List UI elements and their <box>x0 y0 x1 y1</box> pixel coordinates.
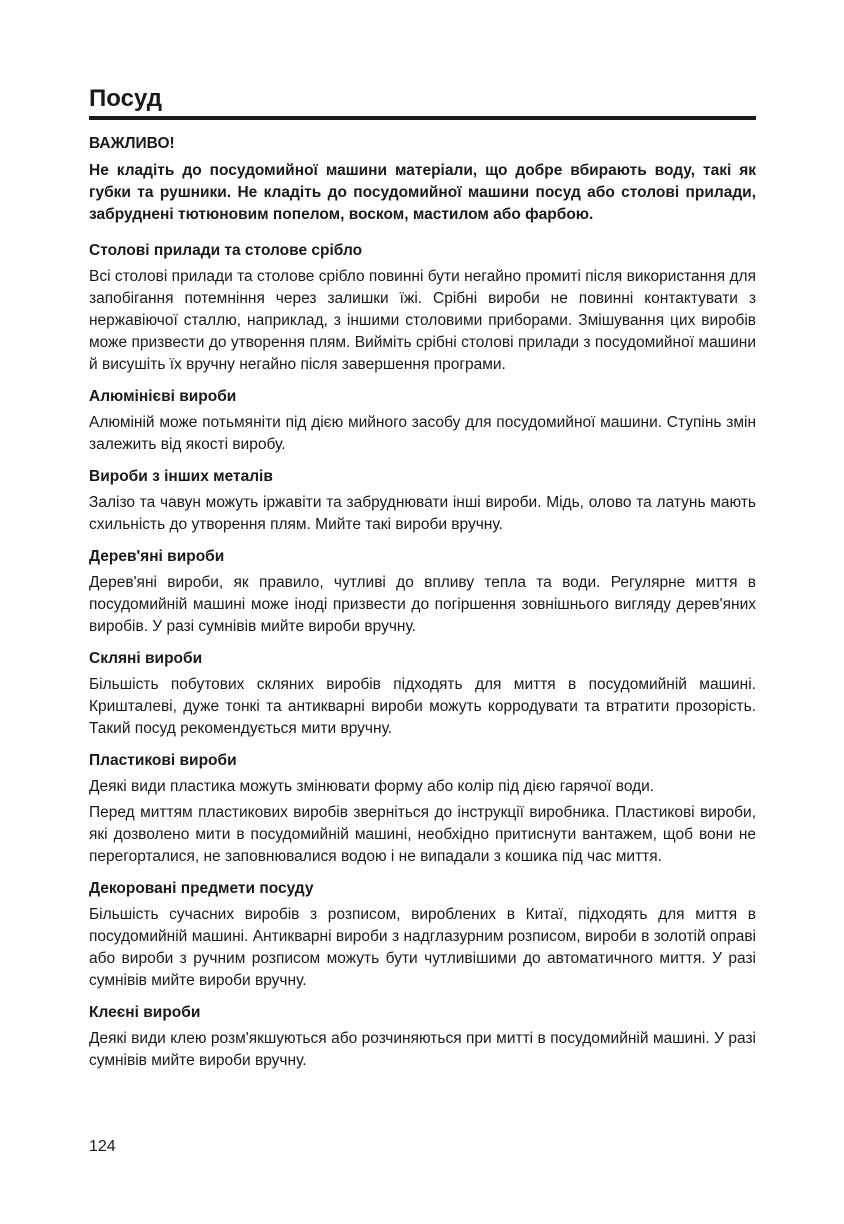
title-divider <box>89 116 756 120</box>
section-paragraph: Деякі види клею розм'якшуються або розчиняються при митті в посудомийній машині. У разі сумнівів мийте вироби вручну. <box>89 1030 756 1069</box>
section-plastic <box>89 750 756 868</box>
section-heading: Алюмінієві вироби <box>89 388 237 405</box>
important-text: Не кладіть до посудомийної машини матеріали, що добре вбирають воду, такі як губки та рушники. Не кладіть до посудомийної машини посуд або столові прилади, забруднені тютюновим попелом, воском, мастилом або фарбою. <box>89 162 756 223</box>
important-notice <box>89 134 756 226</box>
section-heading: Клеєні вироби <box>89 1004 201 1021</box>
section-heading: Дерев'яні вироби <box>89 548 225 565</box>
page-number: 124 <box>89 1138 116 1155</box>
section-decorated <box>89 878 756 992</box>
section-heading: Пластикові вироби <box>89 752 237 769</box>
section-glass <box>89 648 756 740</box>
section-paragraph: Перед миттям пластикових виробів зверніться до інструкції виробника. Пластикові вироби, які дозволено мити в посудомийній машині, необхідно притиснути вантажем, щоб вони не перегорталися, не заповнювалися водою і не випадали з кошика під час миття. <box>89 804 756 865</box>
section-glued <box>89 1002 756 1072</box>
section-paragraph: Більшість сучасних виробів з розписом, вироблених в Китаї, підходять для миття в посудомийній машині. Антикварні вироби з надглазурним розписом, вироби в золотій оправі або вироби з ручним розписом можуть бути чутливішими до автоматичного миття. У разі сумнівів мийте вироби вручну. <box>89 906 756 989</box>
section-aluminium <box>89 386 756 456</box>
section-other-metals <box>89 466 756 536</box>
page-content <box>89 84 756 1082</box>
section-heading: Вироби з інших металів <box>89 468 273 485</box>
section-paragraph: Дерев'яні вироби, як правило, чутливі до впливу тепла та води. Регулярне миття в посудомийній машині може іноді призвести до погіршення зовнішнього вигляду дерев'яних виробів. У разі сумнівів мийте вироби вручну. <box>89 574 756 635</box>
section-paragraph: Більшість побутових скляних виробів підходять для миття в посудомийній машині. Кришталеві, дуже тонкі та антикварні вироби можуть корродувати та втратити прозорість. Такий посуд рекомендується мити вручну. <box>89 676 756 737</box>
section-heading: Декоровані предмети посуду <box>89 880 314 897</box>
section-paragraph: Всі столові прилади та столове срібло повинні бути негайно промиті після використання для запобігання потемніння через залишки їжі. Срібні вироби не повинні контактувати з нержавіючої сталлю, наприклад, з іншими столовими приборами. Змішування цих виробів може призвести до утворення плям. Вийміть срібні столові прилади з посудомийної машини й висушіть їх вручну негайно після завершення програми. <box>89 268 756 373</box>
section-wooden <box>89 546 756 638</box>
section-cutlery <box>89 240 756 376</box>
page-title: Посуд <box>89 85 162 112</box>
section-paragraph: Алюміній може потьмяніти під дією мийного засобу для посудомийної машини. Ступінь змін залежить від якості виробу. <box>89 414 756 453</box>
important-heading: ВАЖЛИВО! <box>89 135 175 152</box>
section-heading: Столові прилади та столове срібло <box>89 242 363 259</box>
section-paragraph: Деякі види пластика можуть змінювати форму або колір під дією гарячої води. <box>89 778 655 795</box>
section-heading: Скляні вироби <box>89 650 203 667</box>
section-paragraph: Залізо та чавун можуть іржавіти та забруднювати інші вироби. Мідь, олово та латунь мають схильність до утворення плям. Мийте такі вироби вручну. <box>89 494 756 533</box>
